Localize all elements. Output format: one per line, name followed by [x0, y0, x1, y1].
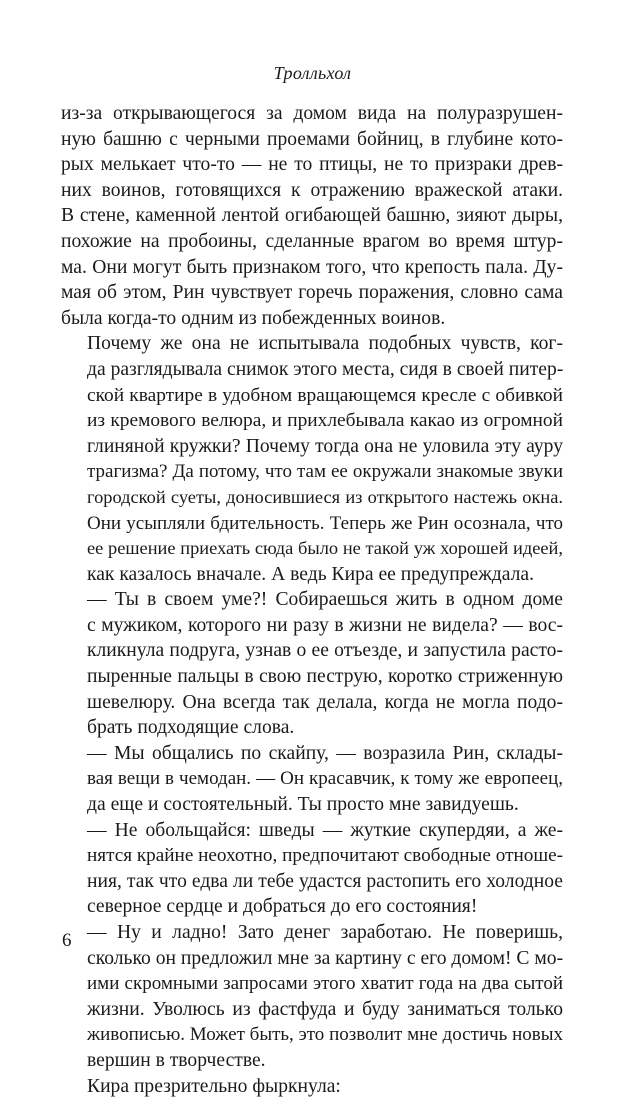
paragraph	[61, 331, 563, 587]
text-line: — Мы общались по скайпу, — возразила Рин, склады-	[87, 742, 563, 764]
text-line: брать подходящие слова.	[87, 717, 295, 739]
text-line: ную башню с черными проемами бойниц, в глубине кото-	[61, 128, 563, 150]
running-head: Тролльхол	[273, 63, 352, 83]
text-line: Кира презрительно фыркнула:	[87, 1075, 341, 1097]
text-line: ими скромными запросами этого хватит года на два сытой	[87, 973, 563, 995]
text-line: шевелюру. Она всегда так делала, когда не могла подо-	[87, 691, 563, 713]
text-line: была когда-то одним из побежденных воинов.	[61, 307, 446, 329]
text-line: северное сердце и добраться до его состояния!	[87, 896, 478, 918]
page-number: 6	[62, 930, 72, 951]
text-line: да еще и состоятельный. Ты просто мне завидуешь.	[87, 794, 519, 816]
text-line: живописью. Может быть, это позволит мне достичь новых	[87, 1024, 563, 1046]
paragraph	[61, 920, 563, 1074]
text-line: городской суеты, доносившиеся из открытого настежь окна.	[87, 486, 563, 507]
text-line: ма. Они могут быть признаком того, что крепость пала. Ду-	[61, 256, 563, 278]
text-line: — Не обольщайся: шведы — жуткие скупердяи, а же-	[87, 819, 563, 841]
text-line: — Ты в своем уме?! Собираешься жить в одном доме	[87, 589, 563, 611]
text-line: Они усыпляли бдительность. Теперь же Рин осознала, что	[87, 512, 563, 534]
text-line: как казалось вначале. А ведь Кира ее предупреждала.	[87, 563, 534, 585]
paragraph	[61, 101, 563, 331]
text-line: пыренные пальцы в свою пеструю, коротко стриженную	[87, 666, 563, 688]
text-line: вая вещи в чемодан. — Он красавчик, к тому же европеец,	[87, 768, 563, 790]
paragraph	[61, 741, 563, 818]
text-line: из-за открывающегося за домом вида на полуразрушен-	[61, 103, 563, 124]
text-line: них воинов, готовящихся к отражению вражеской атаки.	[61, 179, 563, 201]
text-line: трагизма? Да потому, что там ее окружали знакомые звуки	[87, 461, 563, 483]
text-line: нятся крайне неохотно, предпочитают свободные отноше-	[87, 845, 563, 867]
text-line: вершин в творчестве.	[87, 1049, 266, 1071]
text-line: ской квартире в удобном вращающемся кресле с обивкой	[87, 384, 563, 406]
text-line: глиняной кружки? Почему тогда она не уловила эту ауру	[87, 435, 563, 457]
text-line: рых мелькает что-то — не то птицы, не то призраки древ-	[61, 154, 563, 176]
text-line: с мужиком, которого ни разу в жизни не видела? — вос-	[87, 614, 563, 636]
paragraph	[61, 1074, 563, 1099]
paragraph	[61, 818, 563, 920]
body-text	[61, 101, 563, 1099]
text-line: ее решение приехать сюда было не такой уж хорошей идеей,	[87, 538, 563, 559]
text-line: мая об этом, Рин чувствует горечь поражения, словно сама	[61, 282, 563, 304]
paragraph	[61, 587, 563, 741]
text-line: жизни. Уволюсь из фастфуда и буду заниматься только	[87, 998, 563, 1020]
text-line: похожие на пробоины, сделанные врагом во время штур-	[61, 230, 563, 252]
text-line: В стене, каменной лентой огибающей башню, зияют дыры,	[61, 205, 563, 227]
text-line: — Ну и ладно! Зато денег заработаю. Не поверишь,	[87, 922, 563, 943]
text-line: да разглядывала снимок этого места, сидя в своей питер-	[87, 358, 564, 380]
text-line: кликнула подруга, узнав о ее отъезде, и запустила расто-	[87, 640, 563, 662]
text-line: из кремового велюра, и прихлебывала какао из огромной	[87, 410, 563, 432]
text-line: ния, так что едва ли тебе удастся растопить его холодное	[87, 870, 563, 892]
text-line: Почему же она не испытывала подобных чувств, ког-	[87, 333, 563, 355]
text-line: сколько он предложил мне за картину с его домом! С мо-	[87, 947, 564, 969]
